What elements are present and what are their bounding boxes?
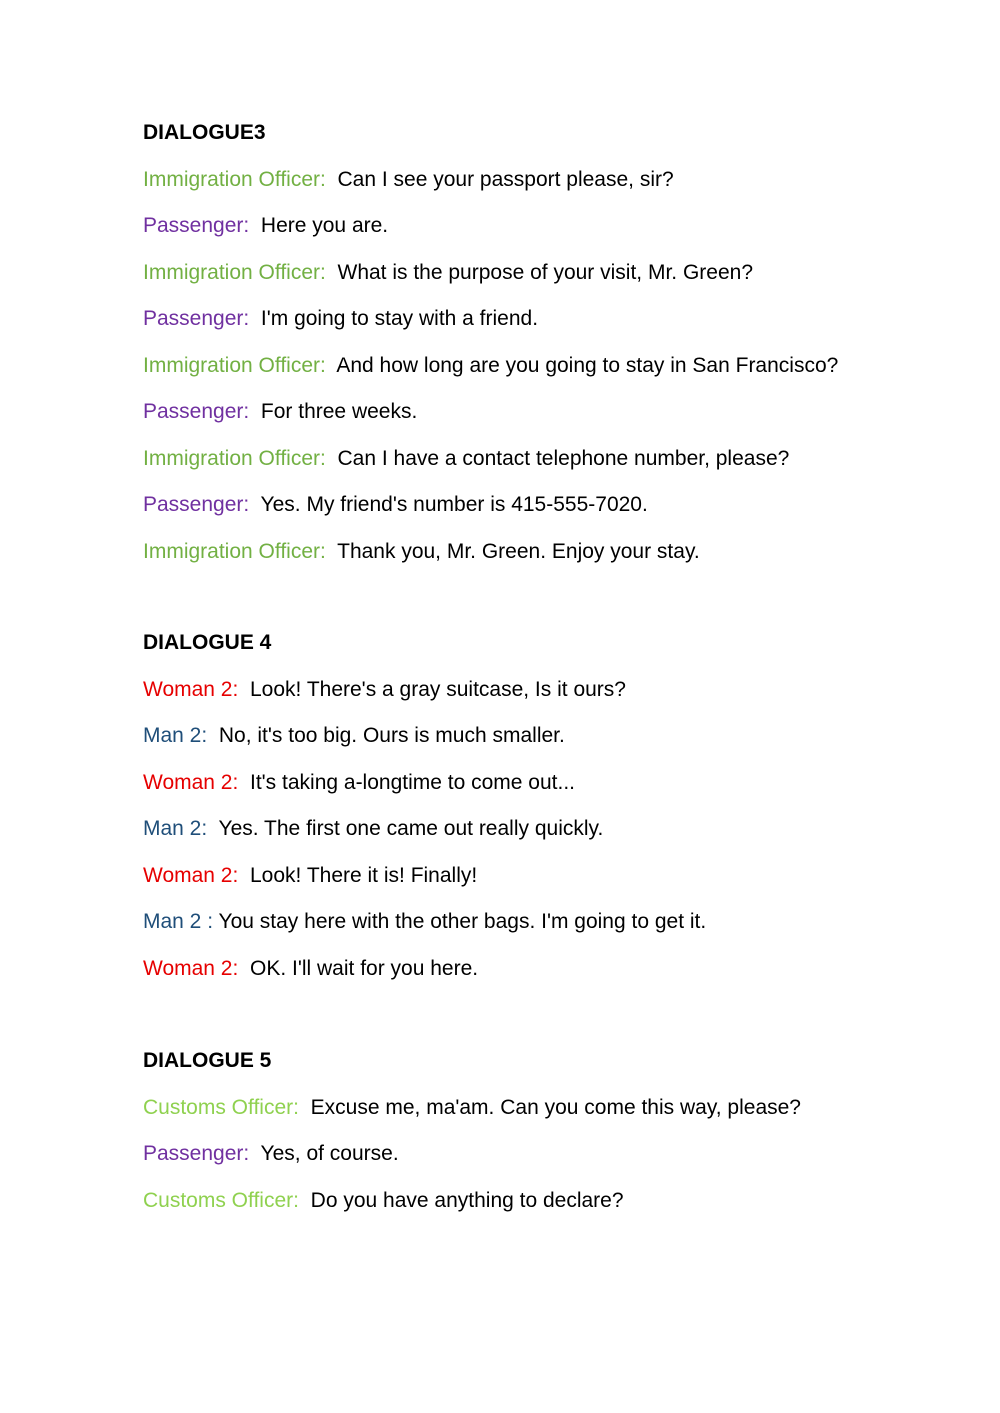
line-text: Look! There it is! Finally! (250, 863, 478, 887)
speaker-label: Woman 2: (143, 770, 239, 794)
dialogue-line (143, 1137, 856, 1171)
line-text: What is the purpose of your visit, Mr. Green? (337, 260, 754, 284)
dialogue-line (143, 395, 856, 429)
speaker-label: Customs Officer: (143, 1095, 299, 1119)
dialogue-line (143, 766, 856, 800)
speaker-label: Passenger: (143, 493, 250, 516)
dialogue-line (143, 256, 856, 290)
line-text: Can I see your passport please, sir? (337, 167, 674, 191)
speaker-label: Immigration Officer: (143, 353, 326, 377)
dialogue-line (143, 952, 856, 986)
dialogue-line (143, 442, 856, 476)
line-text: Thank you, Mr. Green. Enjoy your stay. (337, 539, 700, 563)
speaker-label: Immigration Officer: (143, 539, 326, 563)
section-spacer (143, 998, 856, 1044)
line-text: You stay here with the other bags. I'm going to get it. (218, 910, 707, 933)
dialogue3-section (143, 116, 856, 569)
section-spacer (143, 581, 856, 626)
speaker-label: Passenger: (143, 400, 250, 423)
line-text: Excuse me, ma'am. Can you come this way, please? (310, 1095, 801, 1119)
dialogue-line (143, 812, 856, 846)
dialogue-line (143, 859, 856, 893)
line-text: Here you are. (260, 214, 389, 237)
document-page (143, 116, 856, 1230)
line-text: And how long are you going to stay in San Francisco? (336, 353, 839, 377)
dialogue-line (143, 905, 856, 939)
dialogue-line (143, 1091, 856, 1125)
speaker-label: Passenger: (143, 214, 250, 237)
line-text: Yes, of course. (260, 1142, 399, 1165)
speaker-label: Passenger: (143, 307, 250, 330)
dialogue-line (143, 349, 856, 383)
speaker-label: Woman 2: (143, 863, 239, 887)
dialogue-line (143, 719, 856, 753)
line-text: Do you have anything to declare? (310, 1188, 624, 1212)
section-heading: DIALOGUE 4 (143, 631, 272, 654)
section-heading: DIALOGUE 5 (143, 1049, 272, 1072)
line-text: Yes. My friend's number is 415-555-7020. (260, 493, 648, 516)
dialogue-line (143, 163, 856, 197)
dialogue-line (143, 209, 856, 243)
line-text: Yes. The first one came out really quickly. (218, 817, 604, 840)
dialogue-line (143, 673, 856, 707)
line-text: No, it's too big. Ours is much smaller. (218, 724, 565, 747)
line-text: Look! There's a gray suitcase, Is it ours? (250, 677, 626, 701)
line-text: OK. I'll wait for you here. (250, 956, 479, 980)
speaker-label: Man 2: (143, 724, 208, 747)
dialogue5-section (143, 1044, 856, 1218)
line-text: I'm going to stay with a friend. (260, 307, 539, 330)
dialogue-line (143, 535, 856, 569)
dialogue-line (143, 488, 856, 522)
speaker-label: Woman 2: (143, 677, 239, 701)
line-text: For three weeks. (260, 400, 418, 423)
section-heading: DIALOGUE3 (143, 121, 266, 144)
speaker-label: Man 2 : (143, 910, 214, 933)
speaker-label: Immigration Officer: (143, 446, 326, 470)
line-text: Can I have a contact telephone number, please? (337, 446, 790, 470)
line-text: It's taking a-longtime to come out... (250, 770, 575, 794)
dialogue-line (143, 302, 856, 336)
speaker-label: Man 2: (143, 817, 208, 840)
speaker-label: Immigration Officer: (143, 260, 326, 284)
speaker-label: Passenger: (143, 1142, 250, 1165)
dialogue4-section (143, 626, 856, 986)
dialogue-line (143, 1184, 856, 1218)
speaker-label: Woman 2: (143, 956, 239, 980)
speaker-label: Immigration Officer: (143, 167, 326, 191)
speaker-label: Customs Officer: (143, 1188, 299, 1212)
